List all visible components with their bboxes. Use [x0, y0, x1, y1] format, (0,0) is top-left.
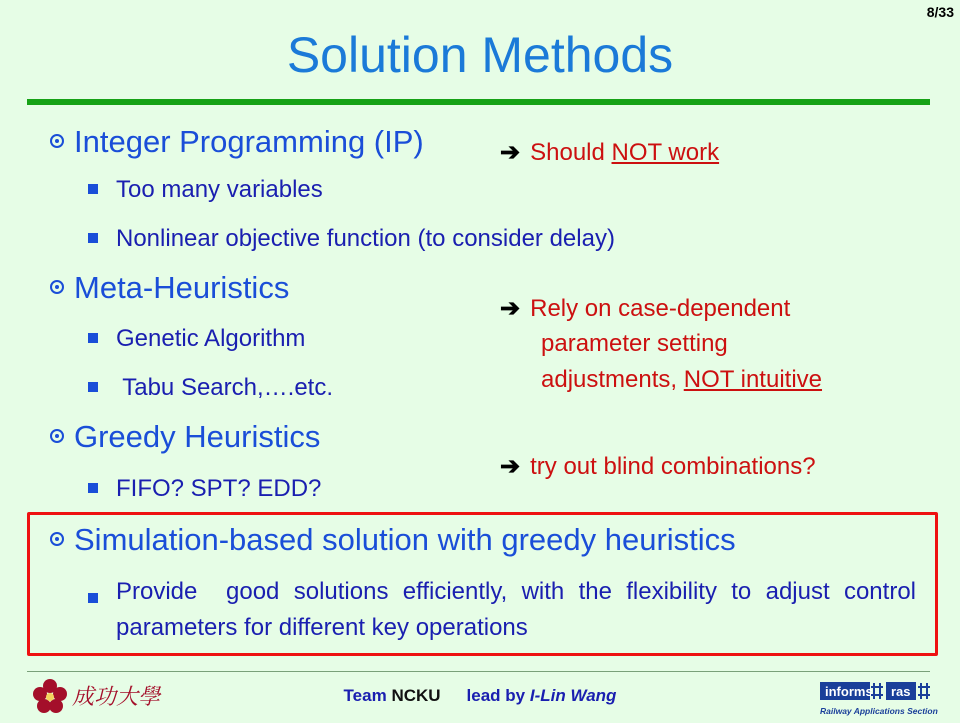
- square-bullet-icon: [88, 585, 116, 613]
- informs-logo-text: informs: [825, 684, 873, 699]
- arrow-icon: ➔: [500, 139, 521, 166]
- slide-title: Solution Methods: [286, 27, 674, 83]
- square-bullet-icon: [88, 184, 98, 194]
- target-bullet-icon: [50, 429, 64, 443]
- footer-credit: Team NCKU lead by I-Lin Wang: [343, 686, 617, 705]
- heading-simulation-based: Simulation-based solution with greedy heuristics: [50, 522, 736, 558]
- rail-track-icon: [871, 683, 883, 699]
- arrow-icon: ➔: [500, 295, 521, 322]
- target-bullet-icon: [50, 134, 64, 148]
- note-meta-line3: adjustments, NOT intuitive: [541, 366, 823, 393]
- item-genetic-algorithm: Genetic Algorithm: [88, 325, 305, 353]
- arrow-icon: ➔: [500, 453, 521, 480]
- heading-integer-programming: Integer Programming (IP): [50, 124, 424, 160]
- target-bullet-icon: [50, 280, 64, 294]
- target-bullet-icon: [50, 532, 64, 546]
- square-bullet-icon: [88, 333, 98, 343]
- page-number: 8/33: [926, 4, 954, 20]
- square-bullet-icon: [88, 382, 98, 392]
- heading-greedy-heuristics: Greedy Heuristics: [50, 419, 320, 455]
- square-bullet-icon: [88, 233, 98, 243]
- note-meta-line2: parameter setting: [541, 330, 728, 357]
- note-blind-combinations: ➔ try out blind combinations?: [500, 453, 816, 480]
- railway-section-text: Railway Applications Section: [820, 706, 938, 716]
- footer-divider: [27, 671, 930, 672]
- informs-ras-logo: [820, 678, 950, 723]
- ncku-logo-text: 成功大學: [72, 685, 161, 710]
- item-provide-good-solutions: Provide good solutions efficiently, with the flexibility to adjust control parameters for different key operations: [116, 578, 923, 641]
- square-bullet-icon: [88, 483, 98, 493]
- item-nonlinear-objective: Nonlinear objective function (to consider delay): [88, 225, 615, 253]
- title-divider: [27, 99, 930, 105]
- item-too-many-variables: Too many variables: [88, 176, 323, 204]
- note-should-not-work: ➔ Should NOT work: [500, 139, 720, 166]
- note-meta-line1: ➔ Rely on case-dependent: [500, 295, 791, 322]
- item-fifo-spt-edd: FIFO? SPT? EDD?: [88, 475, 321, 503]
- item-tabu-search: Tabu Search,….etc.: [88, 374, 333, 402]
- ras-logo-text: ras: [891, 684, 911, 699]
- heading-meta-heuristics: Meta-Heuristics: [50, 270, 289, 306]
